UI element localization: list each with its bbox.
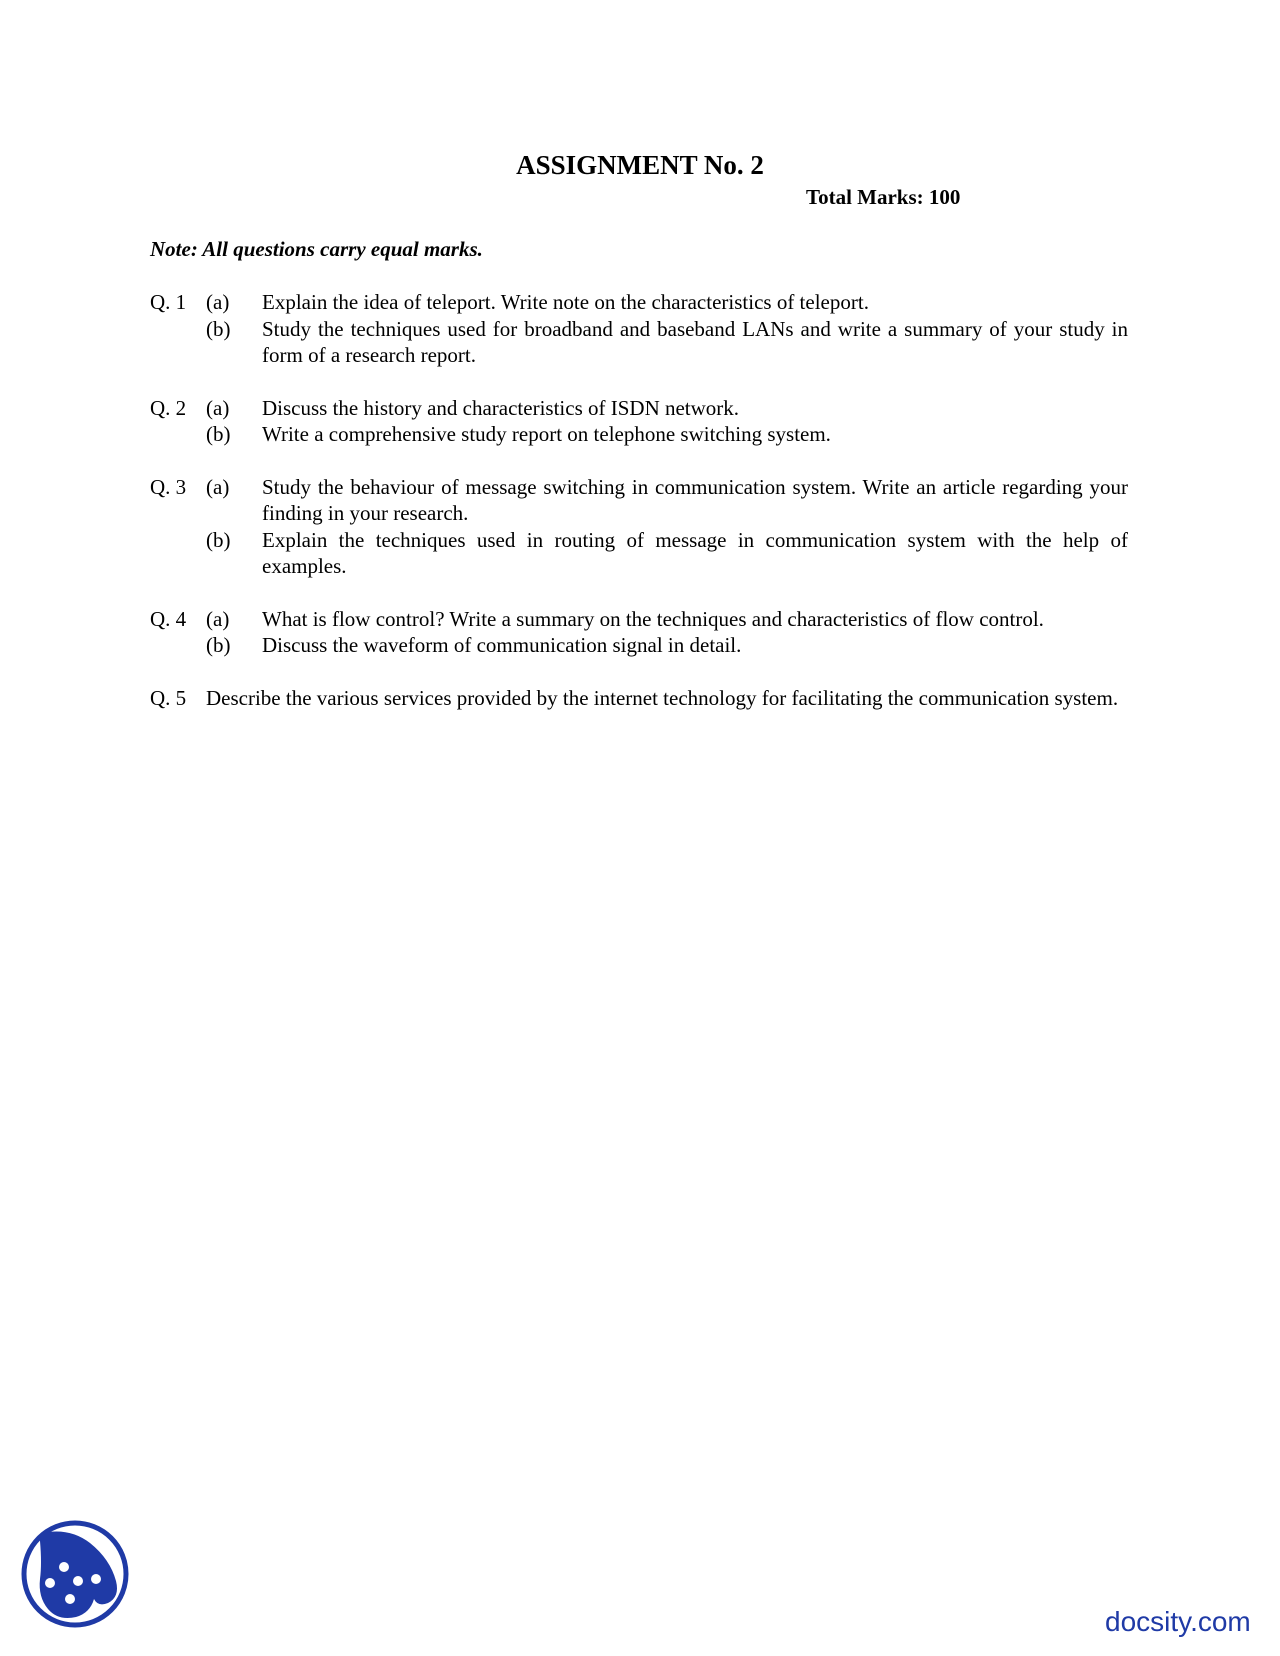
part-label: (b) — [206, 527, 231, 552]
question-number: Q. 5 — [150, 685, 187, 710]
part-label: (a) — [206, 290, 230, 314]
question-number: Q. 2 — [150, 395, 187, 420]
site-link[interactable]: docsity.com — [1105, 1606, 1251, 1637]
part-label: (a) — [206, 606, 230, 631]
question-number: Q. 4 — [150, 606, 187, 631]
part-text: Study the techniques used for broadband and baseband LANs and write a summary of your study in form of a research report. — [262, 316, 1128, 367]
part-label: (a) — [206, 395, 230, 420]
part-text: Discuss the waveform of communication signal in detail. — [262, 633, 742, 657]
part-text: What is flow control? Write a summary on the techniques and characteristics of flow control. — [262, 606, 1044, 631]
note: Note: All questions carry equal marks. — [150, 237, 483, 261]
part-text: Discuss the history and characteristics of ISDN network. — [262, 395, 740, 420]
question-number: Q. 1 — [150, 290, 187, 314]
part-text: Explain the techniques used in routing of message in communication system with the help of examples. — [262, 527, 1128, 578]
page-title: ASSIGNMENT No. 2 — [516, 150, 764, 180]
part-text: Explain the idea of teleport. Write note on the characteristics of teleport. — [262, 290, 869, 314]
part-text: Write a comprehensive study report on telephone switching system. — [262, 422, 831, 446]
part-text: Study the behaviour of message switching in communication system. Write an article regarding your finding in your research. — [262, 474, 1128, 525]
question-1 — [150, 289, 1128, 369]
question-2 — [150, 395, 1128, 448]
question-3 — [150, 474, 1128, 580]
total-marks: Total Marks: 100 — [806, 185, 961, 209]
question-text: Describe the various services provided by the internet technology for facilitating the communication system. — [206, 685, 1119, 710]
part-label: (b) — [206, 633, 231, 657]
question-5 — [150, 685, 1128, 712]
question-list — [150, 289, 1128, 737]
part-label: (b) — [206, 422, 231, 446]
part-label: (b) — [206, 316, 231, 341]
question-number: Q. 3 — [150, 474, 187, 499]
part-label: (a) — [206, 474, 230, 499]
docsity-logo-icon[interactable] — [20, 1519, 130, 1629]
question-4 — [150, 606, 1128, 659]
